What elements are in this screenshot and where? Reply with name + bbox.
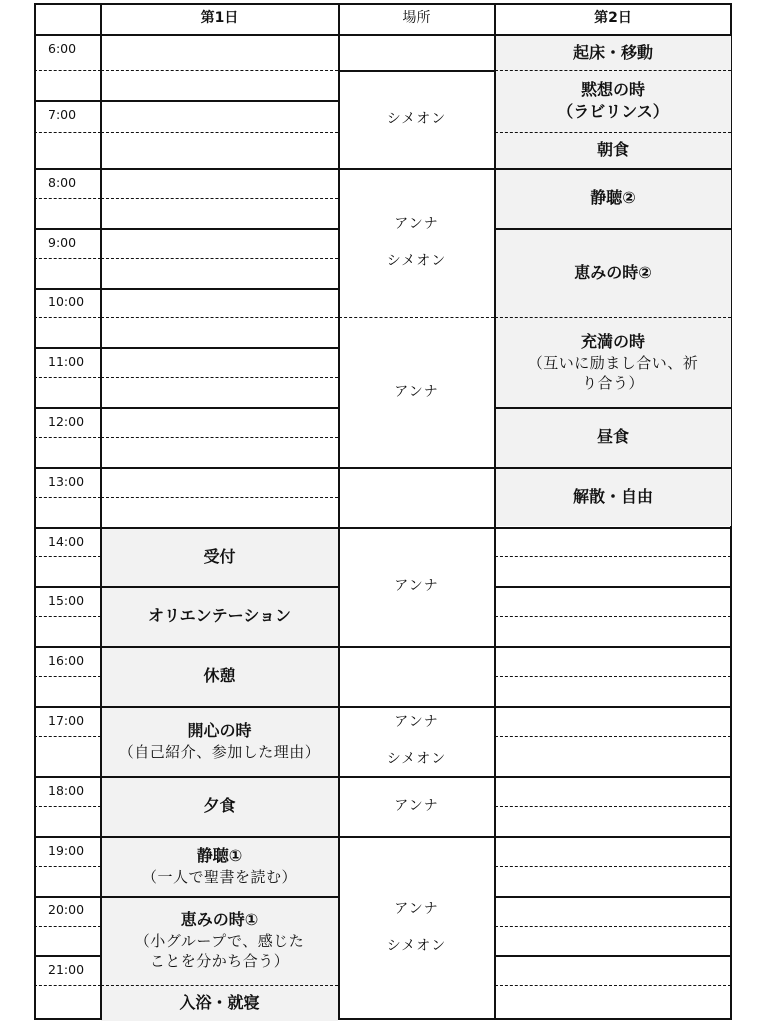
location-cell [339,168,494,317]
time-label: 19:00 [48,843,85,858]
location-name: アンナ [394,215,439,232]
time-label: 8:00 [48,175,77,190]
location-name: シメオン [386,937,447,954]
event-title: 恵みの時① [180,910,259,930]
event-title: 開心の時 [187,721,252,741]
event-subtitle: ことを分かち合う） [149,952,290,971]
event-subtitle: （ラビリンス） [557,102,669,121]
event-title: 静聴① [196,846,243,866]
location-name: アンナ [394,900,439,917]
location-name: シメオン [386,751,447,767]
time-label: 7:00 [48,107,77,122]
location-cell: アンナ [394,578,439,595]
time-label: 21:00 [48,962,85,977]
day1-event-uketsuke: 受付 [203,546,236,566]
location-cell: アンナ [394,797,439,814]
event-subtitle: り合う） [581,373,644,392]
time-label: 18:00 [48,783,85,798]
day2-event-chushoku: 昼食 [596,427,629,447]
time-label: 9:00 [48,235,77,250]
day2-event-seicho2: 静聴② [590,188,636,208]
time-label: 17:00 [48,713,85,728]
day1-event-yushoku: 夕食 [203,796,236,816]
time-label: 6:00 [48,41,77,56]
day1-event-seicho1 [101,836,338,896]
day1-event-orientation: オリエンテーション [147,606,292,626]
time-label: 10:00 [48,294,85,309]
location-cell: アンナ [394,383,439,400]
day1-event-kaishin [101,706,338,776]
time-label: 20:00 [48,902,85,917]
location-name: シメオン [386,252,447,269]
event-title: 充満の時 [580,331,645,351]
day2-event-choshoku: 朝食 [596,140,629,160]
day2-event-juman [495,317,731,407]
day1-event-megumi1 [101,896,338,985]
header-day2: 第2日 [594,10,632,27]
location-name: アンナ [394,714,439,731]
day1-event-nyuyoku: 入浴・就寝 [179,992,260,1012]
time-label: 11:00 [48,354,85,369]
time-label: 13:00 [48,474,85,489]
location-cell: シメオン [386,110,447,127]
time-label: 14:00 [48,534,85,549]
event-subtitle: （一人で聖書を読む） [141,867,297,886]
location-cell [339,836,494,1019]
event-title: 黙想の時 [580,80,645,100]
header-location: 場所 [402,10,431,27]
header-day1: 第1日 [200,10,239,27]
day2-event-mokuso [495,70,731,132]
event-subtitle: （自己紹介、参加した理由） [118,742,321,761]
day2-event-kisho: 起床・移動 [572,42,653,62]
time-label: 15:00 [48,593,85,608]
event-subtitle: （互いに励まし合い、祈 [527,353,699,372]
time-label: 16:00 [48,653,85,668]
day2-event-megumi2: 恵みの時② [574,262,652,282]
location-cell [339,706,494,776]
event-subtitle: （小グループで、感じた [134,932,305,951]
time-label: 12:00 [48,414,85,429]
day2-event-kaisan: 解散・自由 [572,487,653,507]
day1-event-kyukei: 休憩 [203,666,236,686]
